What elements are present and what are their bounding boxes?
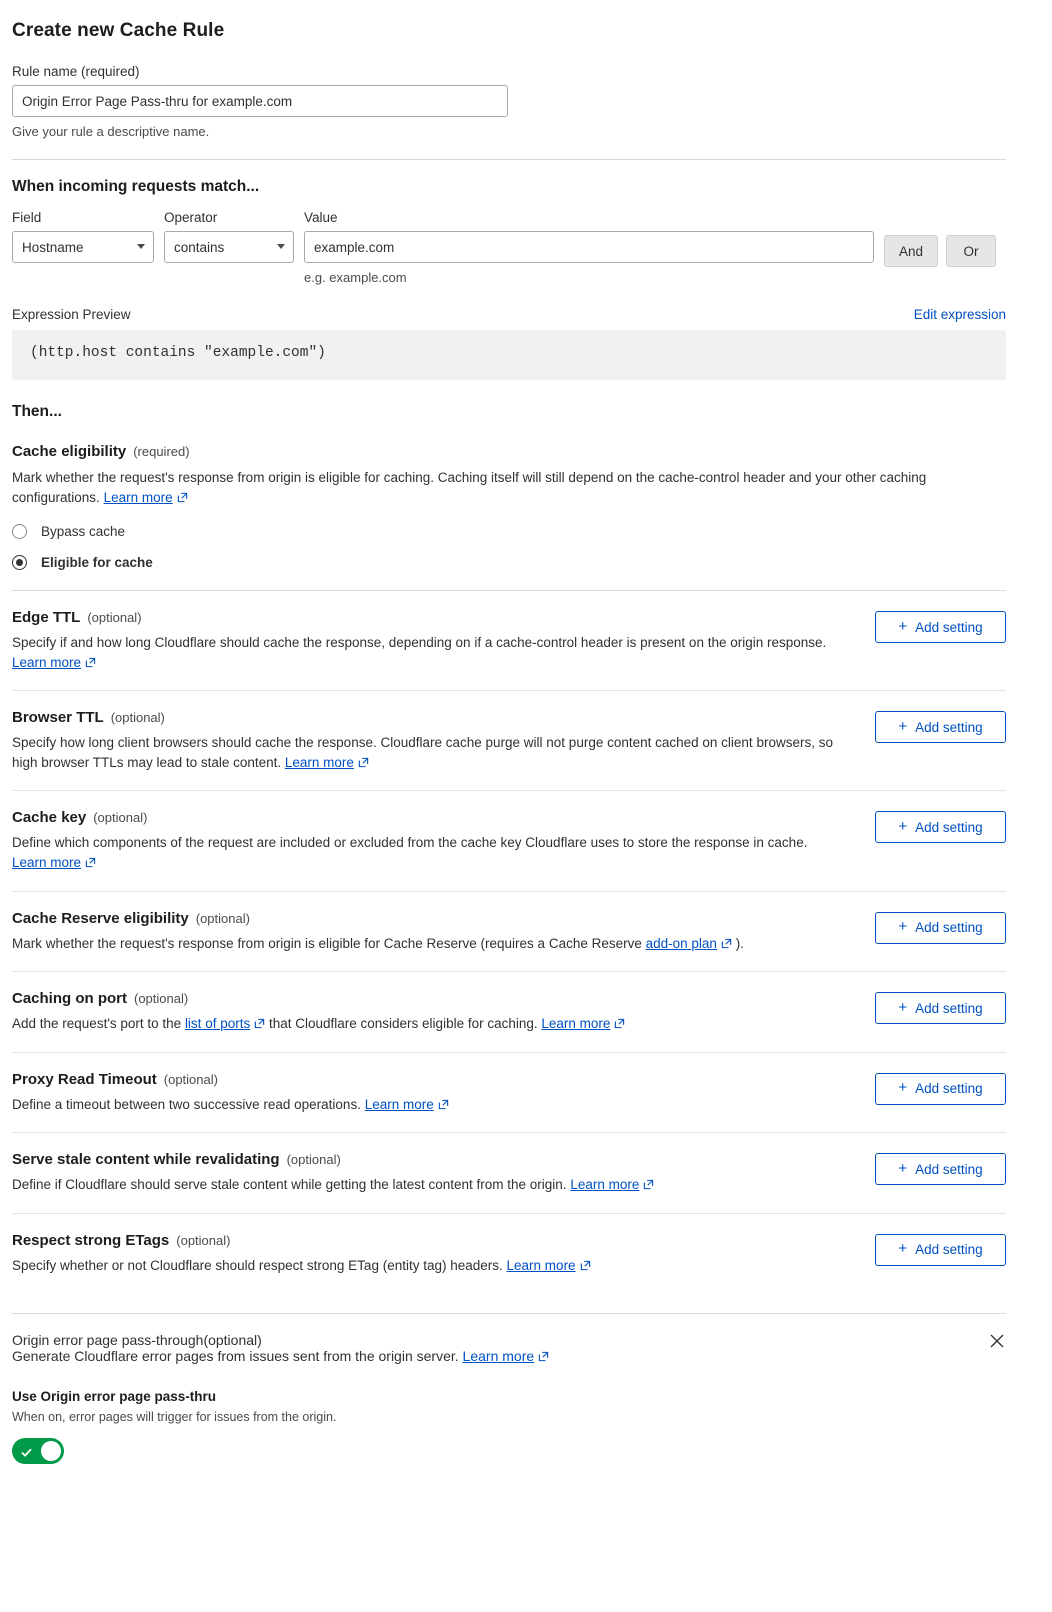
cache-eligibility-header [12, 443, 1006, 460]
add-setting-label: Add setting [915, 1242, 983, 1258]
add-setting-button[interactable] [875, 611, 1006, 643]
origin-error-toggle-sublabel: When on, error pages will trigger for issues from the origin. [12, 1410, 337, 1425]
radio-eligible-for-cache[interactable] [12, 555, 1006, 570]
origin-error-toggle-switch[interactable] [12, 1438, 64, 1464]
setting-description-text: Mark whether the request's response from origin is eligible for Cache Reserve (requires a Cache Reserve [12, 935, 646, 951]
setting-edge-ttl [12, 591, 1006, 690]
external-link-icon [721, 935, 732, 955]
page-title: Create new Cache Rule [12, 20, 225, 41]
field-select[interactable] [12, 231, 154, 263]
add-setting-label: Add setting [915, 1081, 983, 1097]
setting-description [12, 1175, 654, 1196]
setting-serve-stale-content [12, 1133, 1006, 1213]
setting-description [12, 1014, 625, 1035]
check-icon [21, 1444, 32, 1451]
setting-proxy-read-timeout [12, 1053, 1006, 1133]
setting-title: Caching on port [12, 990, 127, 1008]
rule-name-helper: Give your rule a descriptive name. [12, 124, 210, 139]
plus-icon: + [898, 918, 908, 935]
add-setting-label: Add setting [915, 619, 983, 635]
setting-optional-tag: (optional) [110, 710, 165, 726]
learn-more-link[interactable]: Learn more [284, 754, 354, 770]
expression-header [12, 307, 1006, 322]
add-setting-button[interactable] [875, 1234, 1006, 1266]
value-helper: e.g. example.com [304, 270, 407, 285]
external-link-icon [538, 1349, 549, 1365]
add-setting-label: Add setting [915, 719, 983, 735]
setting-title: Cache Reserve eligibility [12, 909, 189, 927]
or-button[interactable]: Or [946, 235, 996, 267]
add-setting-button[interactable] [875, 912, 1006, 944]
setting-description-text: Define a timeout between two successive read operations. [12, 1096, 365, 1112]
setting-optional-tag: (optional) [93, 810, 148, 826]
toggle-knob [41, 1441, 61, 1461]
radio-bypass-cache[interactable] [12, 524, 1006, 539]
external-link-icon [358, 754, 369, 774]
setting-description-suffix: ). [731, 935, 744, 951]
then-heading: Then... [12, 403, 62, 420]
plus-icon: + [898, 717, 908, 735]
origin-error-title: Origin error page pass-through [12, 1332, 204, 1349]
plus-icon: + [898, 1240, 908, 1258]
setting-title: Serve stale content while revalidating [12, 1151, 280, 1169]
external-link-icon [85, 654, 96, 674]
rule-name-section [12, 64, 1006, 139]
add-setting-label: Add setting [915, 920, 983, 935]
add-on-plan-link[interactable]: add-on plan [645, 935, 717, 951]
value-column [304, 210, 874, 285]
setting-description [12, 1256, 591, 1277]
learn-more-link[interactable]: Learn more [103, 489, 173, 505]
setting-description-mid: that Cloudflare considers eligible for caching. [265, 1016, 542, 1032]
setting-description [12, 934, 744, 955]
logic-buttons [884, 235, 996, 267]
plus-icon: + [898, 1079, 908, 1097]
cache-eligibility-required-tag: (required) [133, 444, 190, 459]
match-heading: When incoming requests match... [12, 178, 260, 195]
cache-eligibility-description [12, 468, 997, 508]
external-link-icon [643, 1176, 654, 1196]
setting-title: Cache key [12, 809, 87, 827]
and-button[interactable]: And [884, 235, 938, 267]
learn-more-link[interactable]: Learn more [364, 1096, 434, 1112]
cache-eligibility-title: Cache eligibility [12, 443, 127, 460]
setting-optional-tag: (optional) [87, 610, 142, 626]
learn-more-link[interactable]: Learn more [12, 654, 82, 670]
setting-optional-tag: (optional) [286, 1152, 341, 1168]
learn-more-link[interactable]: Learn more [541, 1016, 611, 1032]
learn-more-link[interactable]: Learn more [12, 854, 82, 870]
setting-origin-error-page-pass-through [12, 1314, 1006, 1464]
setting-optional-tag: (optional) [134, 991, 189, 1007]
operator-select[interactable] [164, 231, 294, 263]
add-setting-button[interactable] [875, 992, 1006, 1024]
setting-description [12, 733, 842, 773]
field-label: Field [12, 210, 42, 225]
external-link-icon [614, 1015, 625, 1035]
setting-cache-key [12, 791, 1006, 890]
add-setting-button[interactable] [875, 1073, 1006, 1105]
setting-title: Respect strong ETags [12, 1231, 170, 1249]
expression-preview-box: (http.host contains "example.com") [12, 330, 1006, 380]
radio-bypass-label: Bypass cache [41, 524, 126, 540]
setting-description [12, 633, 842, 673]
setting-description-text: Specify whether or not Cloudflare should respect strong ETag (entity tag) headers. [12, 1257, 507, 1273]
radio-icon-bypass[interactable] [12, 524, 27, 539]
setting-optional-tag: (optional) [163, 1071, 218, 1087]
setting-browser-ttl [12, 691, 1006, 790]
learn-more-link[interactable]: Learn more [570, 1177, 640, 1193]
list-of-ports-link[interactable]: list of ports [184, 1016, 251, 1032]
radio-icon-eligible[interactable] [12, 555, 27, 570]
add-setting-button[interactable] [875, 811, 1006, 843]
expression-preview-label: Expression Preview [12, 307, 131, 322]
operator-column [164, 210, 294, 263]
radio-eligible-label: Eligible for cache [41, 555, 153, 571]
setting-description-text: Specify how long client browsers should cache the response. Cloudflare cache purge will not purge content cached on client browsers, so high browser TTLs may lead to stale content. [12, 735, 833, 770]
add-setting-button[interactable] [875, 711, 1006, 743]
setting-title: Proxy Read Timeout [12, 1070, 157, 1088]
learn-more-link[interactable]: Learn more [462, 1348, 535, 1365]
edit-expression-link[interactable]: Edit expression [913, 307, 1006, 322]
setting-optional-tag: (optional) [176, 1232, 231, 1248]
plus-icon: + [898, 998, 908, 1016]
close-icon[interactable] [988, 1332, 1006, 1350]
setting-title: Browser TTL [12, 709, 104, 727]
plus-icon: + [898, 817, 908, 835]
origin-error-optional-tag: (optional) [203, 1332, 262, 1349]
add-setting-button[interactable] [875, 1153, 1006, 1185]
value-input[interactable] [304, 231, 874, 263]
external-link-icon [254, 1015, 265, 1035]
external-link-icon [438, 1096, 449, 1116]
add-setting-label: Add setting [915, 1000, 983, 1016]
origin-error-toggle-label: Use Origin error page pass-thru [12, 1389, 217, 1405]
plus-icon: + [898, 617, 908, 635]
setting-cache-reserve-eligibility [12, 892, 1006, 972]
operator-label: Operator [164, 210, 218, 225]
divider [12, 159, 1006, 160]
setting-description-text: Specify if and how long Cloudflare should cache the response, depending on if a cache-control header is present on the origin response. [12, 635, 827, 651]
setting-caching-on-port [12, 972, 1006, 1052]
setting-description-text: Add the request's port to the [12, 1016, 185, 1032]
setting-description [12, 1095, 449, 1116]
learn-more-link[interactable]: Learn more [506, 1257, 576, 1273]
field-column [12, 210, 154, 263]
value-label: Value [304, 210, 338, 225]
setting-title: Edge TTL [12, 609, 81, 627]
setting-optional-tag: (optional) [195, 910, 250, 926]
add-setting-label: Add setting [915, 819, 983, 835]
external-link-icon [85, 854, 96, 874]
match-row [12, 210, 1006, 285]
add-setting-label: Add setting [915, 1161, 983, 1177]
origin-error-description [12, 1348, 1006, 1365]
setting-description-text: Define if Cloudflare should serve stale content while getting the latest content from the origin. [12, 1177, 571, 1193]
external-link-icon [580, 1257, 591, 1277]
setting-description [12, 833, 842, 873]
rule-name-input[interactable] [12, 85, 508, 117]
setting-description-text: Define which components of the request are included or excluded from the cache key Cloudflare uses to store the response in cache. [12, 835, 808, 851]
origin-error-description-text: Generate Cloudflare error pages from issues sent from the origin server. [12, 1348, 463, 1365]
external-link-icon [177, 489, 188, 509]
cache-eligibility-description-text: Mark whether the request's response from origin is eligible for caching. Caching itself will still depend on the cache-control header and your other caching configurations. [12, 470, 927, 505]
rule-name-label: Rule name (required) [12, 64, 140, 79]
setting-respect-strong-etags [12, 1214, 1006, 1294]
plus-icon: + [898, 1159, 908, 1177]
